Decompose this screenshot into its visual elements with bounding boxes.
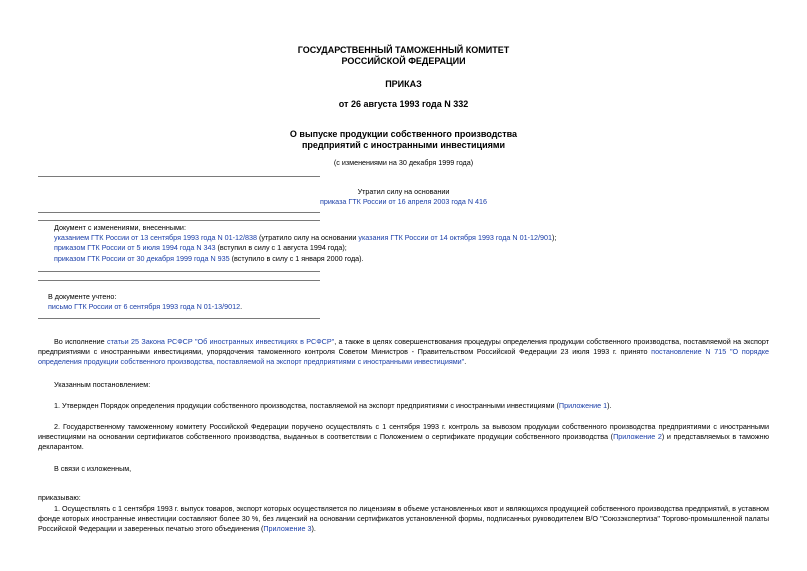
paragraph-2: Указанным постановлением: bbox=[54, 380, 151, 389]
document-type: ПРИКАЗ bbox=[385, 79, 422, 89]
accounted-heading: В документе учтено: bbox=[48, 292, 117, 301]
authority-line-1: ГОСУДАРСТВЕННЫЙ ТАМОЖЕННЫЙ КОМИТЕТ bbox=[297, 45, 510, 55]
text: ). bbox=[311, 524, 316, 534]
divider bbox=[38, 280, 320, 281]
change-link[interactable]: приказом ГТК России от 30 декабря 1999 года N 935 bbox=[54, 253, 230, 263]
text: ). bbox=[607, 401, 612, 410]
changes-item bbox=[54, 254, 774, 264]
paragraph-7 bbox=[38, 504, 769, 535]
paragraph-1 bbox=[38, 337, 769, 368]
paragraph-3 bbox=[38, 401, 769, 411]
text: Во исполнение bbox=[54, 337, 107, 346]
changes-heading: Документ с изменениями, внесенными: bbox=[54, 223, 186, 232]
divider bbox=[38, 271, 320, 272]
appendix-1-link[interactable]: Приложение 1 bbox=[558, 401, 608, 410]
changes-item bbox=[54, 233, 774, 243]
text: 2. Государственному таможенному комитету Российской Федерации поручено осуществлять с 1 сентября 1993 г. контроль за вывозом продукции собственного производства предприятиями с иностранными инвестициями на основании сертификатов собственного производства, выданных в соответствии с Положением о сертификате продукции собственного производства ( bbox=[38, 422, 769, 442]
paragraph-4 bbox=[38, 422, 769, 453]
resolution-link[interactable]: постановление N 715 "О порядке определения продукции собственного производства, поставляемой на экспорт предприятиями с иностранными инвестициями" bbox=[38, 347, 769, 367]
repeal-text: Утратил силу на основании bbox=[357, 187, 450, 196]
order-word: приказываю: bbox=[38, 493, 81, 502]
accounted-link[interactable]: письмо ГТК России от 6 сентября 1993 года N 01-13/9012 bbox=[48, 302, 241, 312]
text: 1. Утвержден Порядок определения продукции собственного производства, поставляемой на экспорт предприятиями с иностранными инвестициями ( bbox=[54, 401, 559, 410]
amendment-note: (с изменениями на 30 декабря 1999 года) bbox=[333, 158, 474, 167]
appendix-2-link[interactable]: Приложение 2 bbox=[613, 432, 662, 442]
appendix-3-link[interactable]: Приложение 3 bbox=[263, 524, 312, 534]
text: . bbox=[464, 357, 467, 367]
issuing-authority bbox=[0, 45, 807, 68]
changes-block bbox=[54, 223, 774, 264]
divider bbox=[38, 176, 320, 177]
subject-line-1: О выпуске продукции собственного производства bbox=[289, 129, 518, 139]
change-note: (вступил в силу с 1 августа 1994 года); bbox=[215, 243, 347, 253]
document-subject bbox=[0, 129, 807, 152]
law-link[interactable]: статьи 25 Закона РСФСР "Об иностранных инвестициях в РСФСР" bbox=[107, 337, 335, 346]
text: 1. Осуществлять с 1 сентября 1993 г. выпуск товаров, экспорт которых осуществляется по лицензиям в объеме установленных квот и являющихся продукцией собственного производства предприятий, в уставном фонде которых иностранные инвестиции составляют более 30 %, без лицензий на основании сертификатов установленной формы, подписанных руководителем В/О "Союзэкспертиза" Торгово-промышленной палаты Российской Федерации и заверенных печатью этого объединения ( bbox=[38, 504, 769, 534]
changes-item bbox=[54, 243, 774, 253]
change-note: (утратило силу на основании bbox=[257, 233, 359, 243]
accounted-block bbox=[48, 292, 768, 312]
paragraph-5: В связи с изложенным, bbox=[54, 464, 132, 473]
change-link[interactable]: указанием ГТК России от 13 сентября 1993 года N 01-12/838 bbox=[54, 233, 258, 243]
text: ) и представляемых в таможню декларантом. bbox=[38, 432, 770, 452]
authority-line-2: РОССИЙСКОЙ ФЕДЕРАЦИИ bbox=[341, 56, 466, 67]
divider bbox=[38, 318, 320, 319]
change-note-end: ); bbox=[551, 233, 557, 243]
change-note-link[interactable]: указания ГТК России от 14 октября 1993 года N 01-12/901 bbox=[358, 233, 552, 243]
change-link[interactable]: приказом ГТК России от 5 июля 1994 года N 343 bbox=[54, 243, 216, 253]
subject-line-2: предприятий с иностранными инвестициями bbox=[301, 140, 506, 151]
divider bbox=[38, 220, 320, 221]
repeal-notice bbox=[0, 187, 807, 207]
accounted-end: . bbox=[240, 302, 243, 312]
divider bbox=[38, 212, 320, 213]
repeal-link[interactable]: приказа ГТК России от 16 апреля 2003 года N 416 bbox=[319, 197, 488, 207]
change-note: (вступило в силу с 1 января 2000 года). bbox=[229, 253, 364, 263]
text: , а также в целях совершенствования процедуры определения продукции собственного производства, поставляемой на экспорт предприятиями с иностранными инвестициями, упорядочения таможенного контроля Советом Министров - Правительством Российской Федерации 23 июля 1993 г. принято bbox=[38, 337, 769, 357]
document-date: от 26 августа 1993 года N 332 bbox=[338, 99, 469, 109]
accounted-item bbox=[48, 302, 768, 312]
